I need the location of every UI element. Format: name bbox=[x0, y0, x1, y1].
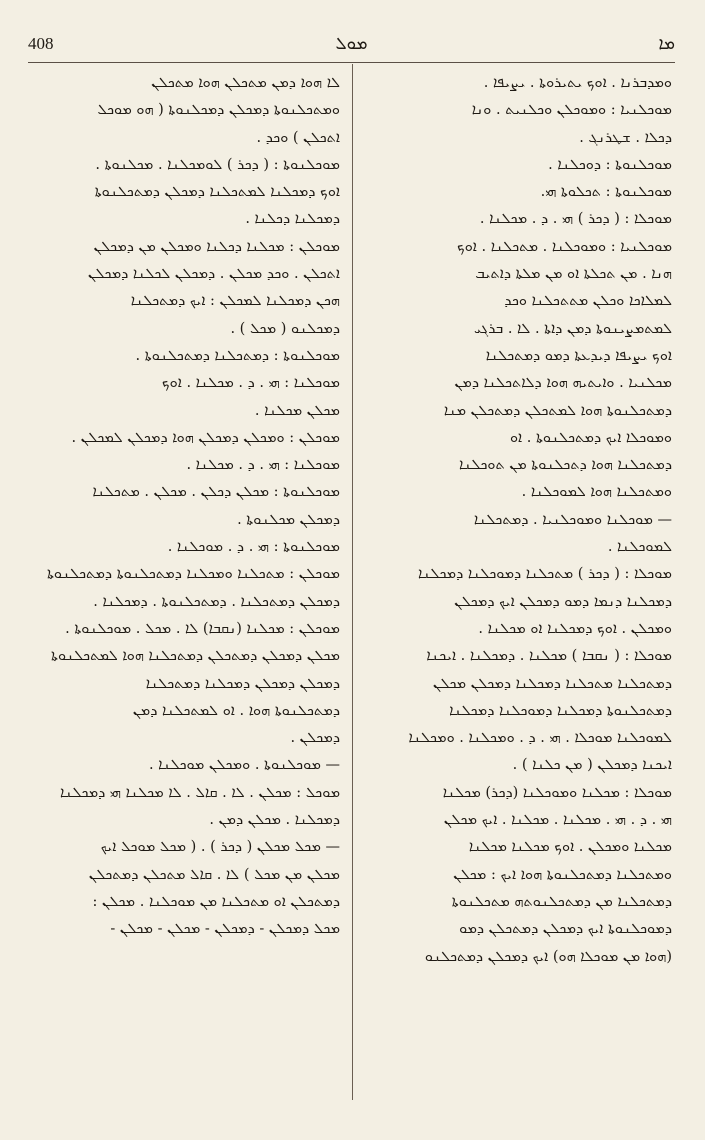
text-line: ܡܟܠܢ ܕܡܟܠܢ ܕܡܬܟܠܢ ܕܡܬܟܠܢܐ ܗܘܐ ܠܡܬܟܠܢܘܬܐ bbox=[51, 648, 340, 665]
text-line: ܡܘܟܠܢܝܐ : ܘܡܘܟܠܢ ܘܟܠܢܝܬ . ܘܢܐ bbox=[471, 102, 672, 119]
text-line: ܗܢܐ . ܡܢ ܬܟܠܬܐ ܐܘ ܡܢ ܡܠܬܐ ܕܐܬܝܒ bbox=[475, 266, 672, 283]
text-line: ܐܘܟ ܕܡܟܠܢܐ ܠܡܬܟܠܢܐ ܕܡܟܠܢ ܕܡܬܟܠܢܘܬܐ bbox=[94, 184, 340, 201]
text-line: ܡܟܠܢ ܡܢ ܡܟܠ ) ܠܐ . ܩܐܠ ܡܬܟܠܢ ܕܡܬܟܠܢ bbox=[88, 866, 340, 883]
text-line: ܕܡܬܟܠܢܘܬܐ ܗܘܐ . ܐܘ ܠܡܬܟܠܢܐ ܕܡܢ bbox=[132, 702, 340, 719]
text-line: ܕܡܟܠܢܐ ܕܟܠܢܐ . bbox=[245, 211, 340, 228]
text-line: ܘܡܘܟܠܐ ܐܝܟ ܕܡܬܟܠܢܘܬܐ . ܐܘ bbox=[509, 429, 672, 446]
text-line: ܕܡܟܠܢܘ ( ܡܟܠ ) . bbox=[230, 320, 340, 337]
text-line: ܕܡܬܟܠܢܐ ܗܘܐ ܕܬܟܠܢܘܬܐ ܡܢ ܬܘܟܠܢܐ bbox=[458, 457, 672, 474]
text-line: ܡܘܟܠܢܐ : ܗܝ . ܕ . ܡܟܠܢܐ . ܐܘܟ bbox=[161, 375, 340, 392]
text-line: ܡܘܟܠܢ : ܘܡܟܠܢ ܕܡܟܠܢ ܗܘܐ ܕܡܟܠܢ ܠܡܟܠܢ . bbox=[71, 429, 340, 446]
text-line: ܘܡܬܟܠܢܐ ܗܘܐ ܠܡܘܟܠܢܐ . bbox=[521, 484, 672, 501]
text-line: ܘܡܬܟܠܢܐ ܕܡܬܟܠܢܘܬܐ ܗܘܐ ܐܝܟ : ܡܟܠܢ bbox=[453, 866, 672, 883]
text-line: ܘܡܕܒܪܢܐ . ܐܘܟ ܝܬܝܪܘܬܐ . ܝܨܝܦܐ . bbox=[483, 75, 672, 91]
text-line: — ܡܘܟܠܢܐ ܘܡܘܟܠܢܝܐ . ܕܡܬܟܠܢܐ bbox=[473, 511, 672, 528]
text-line: ܡܘܟܠܢܘܬܐ : ܡܟܠܢ ܕܟܠܢ . ܡܟܠܢ . ܡܬܟܠܢܐ bbox=[92, 484, 340, 501]
text-line: (ܗܘܐ ܡܢ ܡܘܟܠܐ ܗܘ) ܐܝܟ ܕܡܟܠܢ ܕܡܬܟܠܢܘ bbox=[424, 948, 672, 965]
page-header bbox=[28, 32, 675, 58]
text-line: ܠܡܬܡܨܝܢܘܬܐ ܕܡܢ ܕܐܬܐ . ܠܐ . ܒܪܓܝ bbox=[474, 320, 672, 337]
text-line: ܡܟܠܢܝܐ . ܘܐܝܬܝܗ ܗܘܐ ܕܠܐܬܟܠܢܐ ܕܡܢ bbox=[454, 375, 672, 392]
text-line: ܕܡܟܠܢܐ . ܡܟܠܢ ܕܡܢ . bbox=[209, 812, 340, 829]
text-line: ܡܘܟܠܢܘܬܐ : ܕܘܟܠܢܐ . bbox=[548, 156, 672, 173]
text-line: ܕܡܟܠܢ ܡܟܠܢܘܬܐ . bbox=[237, 511, 340, 528]
text-line: ܠܐ ܗܘܐ ܕܡܢ ܡܬܟܠܢ ܗܘܐ ܡܬܟܠܢ bbox=[151, 75, 340, 91]
text-line: ܡܘܟܠܢ : ܡܟܠܢܐ (ܢܩܒܐ) ܠܐ . ܡܟܠ . ܡܘܟܠܢܘܬܐ . bbox=[65, 620, 340, 637]
text-line: ܠܡܘܟܠܢܐ . bbox=[607, 539, 672, 556]
text-line: ܡܘܟܠܢܘܬܐ : ܗܝ . ܕ . ܡܘܟܠܢܐ . bbox=[167, 539, 340, 556]
text-line: ܡܘܟܠܢܘܬܐ : ܕܡܬܟܠܢܐ ܕܡܬܟܠܢܘܬܐ . bbox=[135, 347, 340, 364]
text-line: ܐܘܟ ܝܨܝܦܐ ܕܝܕܥܬܐ ܕܡܘ ܕܡܬܟܠܢܐ bbox=[485, 347, 672, 364]
text-line: ܕܡܘܟܠܢܘܬܐ ܐܝܟ ܕܡܟܠܢ ܕܡܬܟܠܢ ܕܡܘ bbox=[459, 921, 672, 938]
text-line: ܠܡܠܐܟܐ ܘܟܠܢ ܡܬܬܟܠܢܐ ܘܟܕ bbox=[504, 293, 672, 310]
text-line: ܕܡܟܠܢ ܕܡܬܟܠܢܐ . ܕܡܬܟܠܢܘܬܐ . ܕܡܟܠܢܐ . bbox=[93, 593, 340, 610]
text-line: ܡܘܟܠܐ : ܡܟܠܢܐ ܘܡܘܟܠܢܐ (ܕܟܪ) ܡܟܠܢܐ bbox=[442, 784, 672, 801]
text-line: ܗܟܢ ܕܡܟܠܢܐ ܠܡܟܠܢ : ܐܝܟ ܕܡܬܟܠܢܐ bbox=[130, 293, 340, 310]
right-column bbox=[366, 70, 672, 971]
text-line: ܡܘܟܠܢܝܐ : ܘܡܘܟܠܢܐ . ܡܬܟܠܢܐ . ܐܘܟ bbox=[456, 238, 672, 255]
text-line: — ܡܘܟܠܢܘܬܐ . ܘܡܟܠܢ ܡܘܟܠܢܐ . bbox=[148, 757, 340, 774]
text-line: ܕܡܟܠܢܐ ܕܢܡܐ ܕܡܘ ܕܡܟܠܢ ܐܝܟ ܕܡܟܠܢ bbox=[454, 593, 672, 610]
text-line: ܘܡܟܠܢ . ܐܘܟ ܕܡܟܠܢܐ ܐܘ ܡܟܠܢܐ . bbox=[478, 620, 672, 637]
text-line: — ܡܟܠ ܡܟܠܢ ( ܕܟܪ ) . ( ܡܟܠ ܡܘܟܠ ܐܝܟ bbox=[100, 839, 340, 856]
text-line: ܕܡܟܠܢ . bbox=[290, 730, 340, 747]
text-line: ܡܟܠܢ ܡܟܠܢܐ . bbox=[254, 402, 340, 419]
text-line: ܡܘܟܠܐ : ( ܕܟܪ ) ܡܬܟܠܢܐ ܕܡܘܟܠܢܐ ܕܡܟܠܢܐ bbox=[417, 566, 672, 583]
corner-catchword: ܡܐ bbox=[658, 34, 675, 54]
text-line: ܡܟܠ ܕܡܟܠܢ - ܕܡܟܠܢ - ܡܟܠܢ - ܡܟܠܢ - bbox=[110, 921, 340, 938]
text-line: ܐܝܟܢܐ ܕܡܟܠܢ ( ܡܢ ܟܠܢܐ ) . bbox=[512, 757, 672, 774]
text-line: ܐܬܟܠܢ ) ܘܟܕ . bbox=[256, 129, 340, 146]
text-line: ܡܘܟܠܢܐ : ܗܝ . ܕ . ܡܟܠܢܐ . bbox=[186, 457, 340, 474]
text-line: ܕܡܟܠܢ ܕܡܟܠܢ ܕܡܟܠܢܐ ܕܡܬܟܠܢܐ bbox=[145, 675, 340, 692]
running-head: ܡܘܠ bbox=[335, 34, 368, 54]
text-line: ܕܡܬܟܠܢܐ ܡܢ ܕܡܬܟܠܢܘܬܗ ܡܬܟܠܢܘܬܐ bbox=[451, 893, 672, 910]
text-line: ܡܘܟܠܢܘܬܐ : ܬܟܠܘܬܐ ܗܝ. bbox=[540, 184, 672, 201]
text-line: ܕܡܬܟܠܢܘܬܐ ܗܘܐ ܠܡܬܟܠܢ ܕܡܬܟܠܢ ܡܢܐ bbox=[443, 402, 672, 419]
text-line: ܡܘܟܠܢ : ܡܬܟܠܢܐ ܘܡܟܠܢܐ ܕܡܬܟܠܢܘܬܐ ܕܡܬܟܠܢܘܬܐ bbox=[46, 566, 340, 583]
text-line: ܕܡܬܟܠܢܐ ܡܬܟܠܢܐ ܕܡܟܠܢܐ ܕܡܟܠܢ ܡܟܠܢ bbox=[432, 675, 672, 692]
text-line: ܡܘܟܠ : ܡܟܠܢ . ܠܐ . ܩܐܠ . ܠܐ ܡܟܠܢܐ ܗܝ ܕܡܟܠܢܐ bbox=[60, 784, 340, 801]
text-line: ܡܘܟܠܐ : ( ܢܩܒܐ ) ܡܟܠܢܐ . ܕܡܟܠܢܐ . ܐܝܟܢܐ bbox=[426, 648, 672, 665]
text-line: ܠܡܘܟܠܢܐ ܡܘܟܠܐ . ܗܝ . ܕ . ܘܡܟܠܢܐ . ܘܡܟܠܢܐ bbox=[408, 730, 672, 747]
text-line: ܕܡܬܟܠܢ ܐܘ ܡܬܟܠܢܐ ܡܢ ܡܘܟܠܢܐ . ܡܟܠܢ : bbox=[92, 893, 340, 910]
text-line: ܡܘܟܠܢ : ܡܟܠܢܐ ܕܟܠܢܐ ܘܡܟܠܢ ܡܢ ܕܡܟܠܢ bbox=[93, 238, 340, 255]
text-line: ܕܟܠܐ . ܫܛܪܢܓ . bbox=[579, 129, 672, 146]
text-line: ܕܡܬܟܠܢܘܬܐ ܕܡܟܠܢܐ ܕܡܘܟܠܢܐ ܕܡܟܠܢܐ bbox=[449, 702, 672, 719]
column-divider bbox=[352, 64, 353, 1100]
text-line: ܗܝ . ܕ . ܗܝ . ܡܟܠܢܐ . ܡܟܠܢܐ . ܐܝܟ ܡܟܠܢ bbox=[443, 812, 672, 829]
text-line: ܡܘܟܠܢܘܬܐ : ( ܕܟܪ ) ܠܘܡܟܠܢܐ . ܡܟܠܢܘܬܐ . bbox=[95, 156, 340, 173]
text-line: ܡܘܟܠܐ : ( ܕܟܪ ) ܗܝ . ܕ . ܡܟܠܢܐ . bbox=[479, 211, 672, 228]
page-number: 408 bbox=[28, 34, 54, 53]
header-rule bbox=[28, 62, 675, 63]
left-column bbox=[28, 70, 340, 944]
text-line: ܡܟܠܢܐ ܘܡܟܠܢ . ܐܘܟ ܡܟܠܢܐ ܡܟܠܢܐ bbox=[468, 839, 672, 856]
text-line: ܘܡܬܟܠܢܘܬܐ ܕܡܟܠܢ ܕܡܟܠܢܘܬܐ ( ܗܘ ܡܘܟܠ bbox=[97, 102, 340, 119]
text-line: ܐܬܟܠܢ . ܘܟܕ ܡܟܠܢ . ܕܡܟܠܢ ܠܟܠܢܐ ܕܡܟܠܢ bbox=[87, 266, 340, 283]
